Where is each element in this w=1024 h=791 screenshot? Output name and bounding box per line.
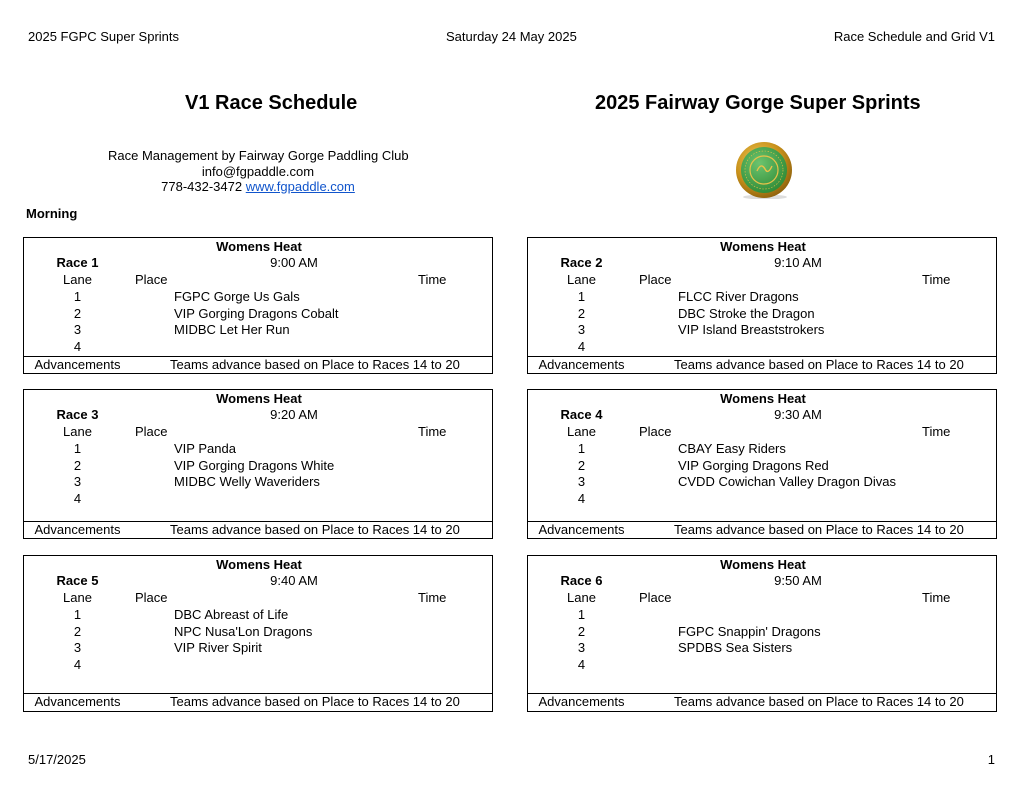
page-title-left: V1 Race Schedule	[185, 92, 358, 114]
footer-page-number: 1	[987, 752, 995, 767]
time-header: Time	[418, 590, 447, 605]
race-time: 9:40 AM	[270, 573, 318, 588]
team-name: VIP Gorging Dragons Cobalt	[174, 305, 339, 321]
lane-number: 1	[73, 441, 82, 456]
org-info	[108, 148, 408, 195]
advancements-text: Teams advance based on Place to Races 14 to 20	[170, 357, 460, 372]
team-name: NPC Nusa'Lon Dragons	[174, 623, 313, 639]
team-name: DBC Abreast of Life	[174, 607, 289, 622]
team-name: VIP Island Breaststrokers	[678, 322, 825, 337]
lane-number: 4	[577, 656, 586, 672]
heat-title: Womens Heat	[720, 239, 806, 254]
team-name: CBAY Easy Riders	[678, 441, 786, 456]
org-line: Race Management by Fairway Gorge Paddling Club	[108, 148, 409, 163]
heat-title: Womens Heat	[216, 391, 302, 406]
team-name: VIP Gorging Dragons Red	[678, 457, 829, 473]
lane-number: 4	[577, 490, 586, 506]
advancements-text: Teams advance based on Place to Races 14 to 20	[674, 694, 964, 709]
team-name: VIP Panda	[174, 441, 236, 456]
org-phone: 778-432-3472	[161, 179, 243, 194]
advancements-text: Teams advance based on Place to Races 14 to 20	[674, 522, 964, 537]
lane-header: Lane	[567, 424, 596, 439]
lane-number: 2	[577, 623, 586, 639]
team-name: FGPC Gorge Us Gals	[174, 289, 300, 304]
header-left: 2025 FGPC Super Sprints	[28, 29, 180, 44]
race-box	[527, 389, 997, 539]
lane-header: Lane	[567, 590, 596, 605]
place-header: Place	[639, 590, 672, 605]
lane-number: 1	[577, 441, 586, 456]
lane-number: 3	[73, 322, 82, 337]
time-header: Time	[418, 424, 447, 439]
advancements-text: Teams advance based on Place to Races 14 to 20	[674, 357, 964, 372]
lane-number: 3	[577, 322, 586, 337]
org-email: info@fgpaddle.com	[201, 163, 315, 179]
advancements-label: Advancements	[538, 694, 625, 709]
lane-number: 4	[73, 656, 82, 672]
heat-title: Womens Heat	[720, 391, 806, 406]
section-label: Morning	[26, 206, 78, 221]
header-center: Saturday 24 May 2025	[446, 29, 577, 44]
time-header: Time	[418, 272, 447, 287]
team-name: DBC Stroke the Dragon	[678, 305, 815, 321]
heat-title: Womens Heat	[720, 557, 806, 572]
race-time: 9:50 AM	[774, 573, 822, 588]
race-number: Race 1	[56, 255, 99, 270]
footer-date: 5/17/2025	[28, 752, 86, 767]
race-number: Race 5	[56, 573, 99, 588]
lane-number: 3	[577, 474, 586, 489]
team-name: MIDBC Welly Waveriders	[174, 474, 320, 489]
lane-number: 3	[577, 640, 586, 655]
lane-number: 2	[577, 305, 586, 321]
team-name: CVDD Cowichan Valley Dragon Divas	[678, 474, 896, 489]
team-name: SPDBS Sea Sisters	[678, 640, 793, 655]
heat-title: Womens Heat	[216, 557, 302, 572]
lane-number: 2	[73, 623, 82, 639]
race-box	[23, 555, 493, 712]
race-box	[527, 237, 997, 374]
advancements-label: Advancements	[538, 357, 625, 372]
race-number: Race 4	[560, 407, 603, 422]
heat-title: Womens Heat	[216, 239, 302, 254]
org-contact	[108, 179, 408, 195]
race-time: 9:30 AM	[774, 407, 822, 422]
header-right: Race Schedule and Grid V1	[833, 29, 995, 44]
org-website-link[interactable]: www.fgpaddle.com	[245, 179, 355, 194]
advancements-text: Teams advance based on Place to Races 14 to 20	[170, 522, 460, 537]
lane-number: 1	[73, 607, 82, 622]
race-box	[23, 389, 493, 539]
place-header: Place	[135, 272, 168, 287]
race-number: Race 3	[56, 407, 99, 422]
lane-number: 3	[73, 474, 82, 489]
lane-number: 1	[577, 289, 586, 304]
advancements-label: Advancements	[34, 357, 121, 372]
advancements-label: Advancements	[538, 522, 625, 537]
race-box	[23, 237, 493, 374]
team-name: MIDBC Let Her Run	[174, 322, 290, 337]
time-header: Time	[922, 424, 951, 439]
race-number: Race 6	[560, 573, 603, 588]
lane-number: 1	[73, 289, 82, 304]
team-name: VIP River Spirit	[174, 640, 262, 655]
team-name: FLCC River Dragons	[678, 289, 799, 304]
team-name: VIP Gorging Dragons White	[174, 457, 335, 473]
race-time: 9:00 AM	[270, 255, 318, 270]
place-header: Place	[135, 424, 168, 439]
lane-number: 3	[73, 640, 82, 655]
race-number: Race 2	[560, 255, 603, 270]
place-header: Place	[639, 424, 672, 439]
lane-header: Lane	[63, 590, 92, 605]
page-title-right: 2025 Fairway Gorge Super Sprints	[595, 92, 921, 114]
lane-header: Lane	[63, 272, 92, 287]
time-header: Time	[922, 272, 951, 287]
lane-number: 4	[73, 338, 82, 354]
race-time: 9:20 AM	[270, 407, 318, 422]
place-header: Place	[135, 590, 168, 605]
advancements-label: Advancements	[34, 694, 121, 709]
lane-number: 2	[73, 305, 82, 321]
team-name: FGPC Snappin' Dragons	[678, 623, 821, 639]
lane-number: 1	[577, 607, 586, 622]
advancements-text: Teams advance based on Place to Races 14 to 20	[170, 694, 460, 709]
advancements-label: Advancements	[34, 522, 121, 537]
lane-number: 2	[73, 457, 82, 473]
place-header: Place	[639, 272, 672, 287]
time-header: Time	[922, 590, 951, 605]
lane-number: 4	[577, 338, 586, 354]
lane-header: Lane	[63, 424, 92, 439]
race-time: 9:10 AM	[774, 255, 822, 270]
lane-number: 4	[73, 490, 82, 506]
club-seal-logo-icon	[735, 141, 793, 199]
lane-header: Lane	[567, 272, 596, 287]
race-box	[527, 555, 997, 712]
lane-number: 2	[577, 457, 586, 473]
